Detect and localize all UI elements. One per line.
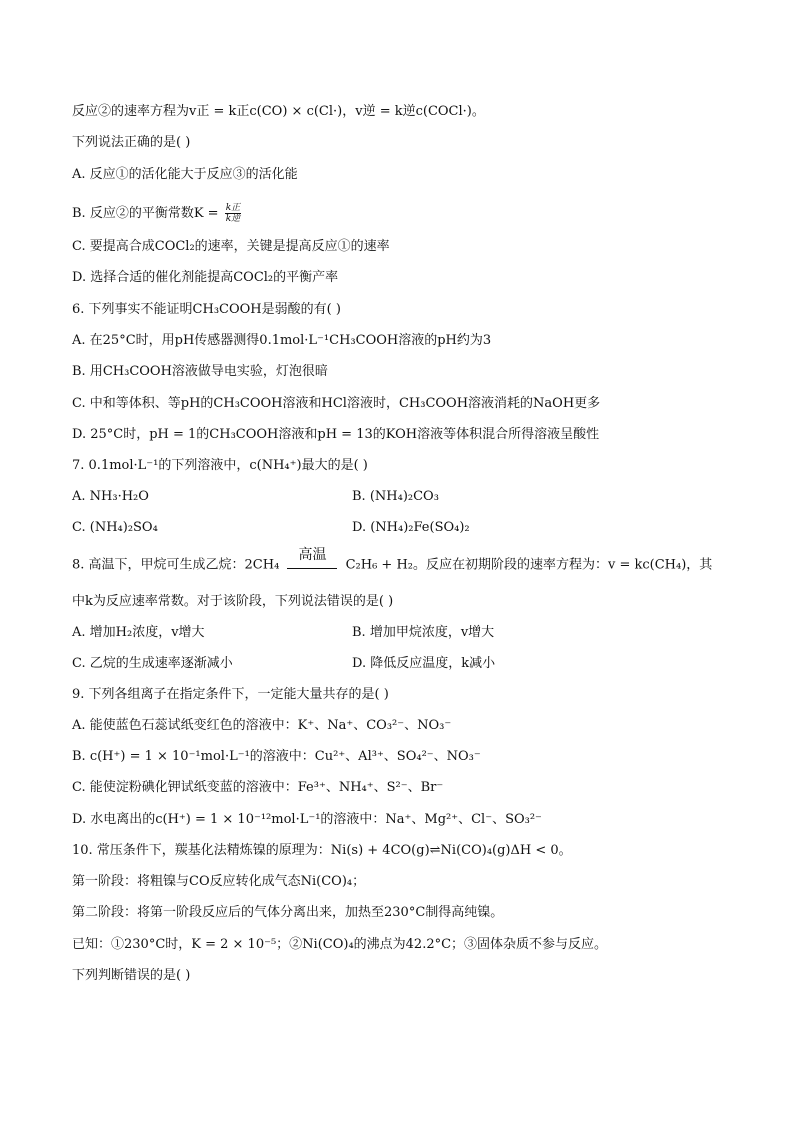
question-7-option-a: A. NH₃·H₂O bbox=[72, 489, 149, 504]
question-6-option-b: B. 用CH₃COOH溶液做导电实验，灯泡很暗 bbox=[72, 364, 328, 379]
question-8-prompt: 中k为反应速率常数。对于该阶段，下列说法错误的是( ) bbox=[72, 594, 394, 609]
fraction bbox=[225, 203, 241, 224]
option-b-text: B. 反应②的平衡常数K = bbox=[72, 206, 219, 221]
question-8-option-a: A. 增加H₂浓度，v增大 bbox=[72, 625, 205, 640]
question-7-option-c: C. (NH₄)₂SO₄ bbox=[72, 520, 158, 535]
question-7-title: 7. 0.1mol·L⁻¹的下列溶液中，c(NH₄⁺)最大的是( ) bbox=[72, 458, 368, 473]
question-9-title: 9. 下列各组离子在指定条件下，一定能大量共存的是( ) bbox=[72, 687, 389, 702]
reaction-condition-label: 高温 bbox=[298, 547, 327, 563]
question-9-option-a: A. 能使蓝色石蕊试纸变红色的溶液中：K⁺、Na⁺、CO₃²⁻、NO₃⁻ bbox=[72, 718, 452, 733]
question-6-option-c: C. 中和等体积、等pH的CH₃COOH溶液和HCl溶液时，CH₃COOH溶液消耗的NaOH更多 bbox=[72, 396, 601, 411]
question-8-title-part1: 8. 高温下，甲烷可生成乙烷：2CH₄ bbox=[72, 557, 280, 573]
question-10-title: 10. 常压条件下，羰基化法精炼镍的原理为：Ni(s) + 4CO(g)⇌Ni(CO)₄(g)ΔH < 0。 bbox=[72, 843, 572, 858]
question-9-option-c: C. 能使淀粉碘化钾试纸变蓝的溶液中：Fe³⁺、NH₄⁺、S²⁻、Br⁻ bbox=[72, 780, 444, 795]
option-a: A. 反应①的活化能大于反应③的活化能 bbox=[72, 167, 298, 182]
question-9-option-b: B. c(H⁺) = 1 × 10⁻¹mol·L⁻¹的溶液中：Cu²⁺、Al³⁺、SO₄²⁻、NO₃⁻ bbox=[72, 749, 481, 764]
question-6-title: 6. 下列事实不能证明CH₃COOH是弱酸的有( ) bbox=[72, 302, 341, 317]
text-line: 反应②的速率方程为v正 = k正c(CO) × c(Cl·)，v逆 = k逆c(COCl·)。 bbox=[72, 104, 485, 119]
question-6-option-a: A. 在25°C时，用pH传感器测得0.1mol·L⁻¹CH₃COOH溶液的pH约为3 bbox=[72, 333, 492, 348]
option-d: D. 选择合适的催化剂能提高COCl₂的平衡产率 bbox=[72, 270, 339, 285]
question-8-title-part2: C₂H₆ + H₂。反应在初期阶段的速率方程为：v = kc(CH₄)，其 bbox=[345, 557, 713, 573]
reaction-arrow-line bbox=[287, 568, 337, 569]
question-prompt: 下列说法正确的是( ) bbox=[72, 135, 191, 150]
option-c: C. 要提高合成COCl₂的速率，关键是提高反应①的速率 bbox=[72, 239, 390, 254]
question-7-option-b: B. (NH₄)₂CO₃ bbox=[352, 489, 439, 504]
reaction-condition bbox=[287, 547, 337, 574]
question-10-known: 已知：①230°C时，K = 2 × 10⁻⁵；②Ni(CO)₄的沸点为42.2°C；③固体杂质不参与反应。 bbox=[72, 937, 608, 952]
question-8-title bbox=[72, 547, 713, 575]
fraction-denominator: k逆 bbox=[225, 214, 241, 224]
question-8-option-d: D. 降低反应温度，k减小 bbox=[352, 656, 496, 671]
question-8-option-c: C. 乙烷的生成速率逐渐减小 bbox=[72, 656, 233, 671]
question-10-stage-1: 第一阶段：将粗镍与CO反应转化成气态Ni(CO)₄； bbox=[72, 874, 366, 889]
question-10-prompt: 下列判断错误的是( ) bbox=[72, 968, 191, 983]
question-7-option-d: D. (NH₄)₂Fe(SO₄)₂ bbox=[352, 520, 470, 535]
fraction-numerator: k正 bbox=[225, 203, 241, 213]
question-8-option-b: B. 增加甲烷浓度，v增大 bbox=[352, 625, 495, 640]
option-b bbox=[72, 203, 241, 224]
question-9-option-d: D. 水电离出的c(H⁺) = 1 × 10⁻¹²mol·L⁻¹的溶液中：Na⁺、Mg²⁺、Cl⁻、SO₃²⁻ bbox=[72, 812, 542, 827]
question-6-option-d: D. 25°C时，pH = 1的CH₃COOH溶液和pH = 13的KOH溶液等体积混合所得溶液呈酸性 bbox=[72, 427, 600, 442]
question-10-stage-2: 第二阶段：将第一阶段反应后的气体分离出来，加热至230°C制得高纯镍。 bbox=[72, 905, 504, 920]
